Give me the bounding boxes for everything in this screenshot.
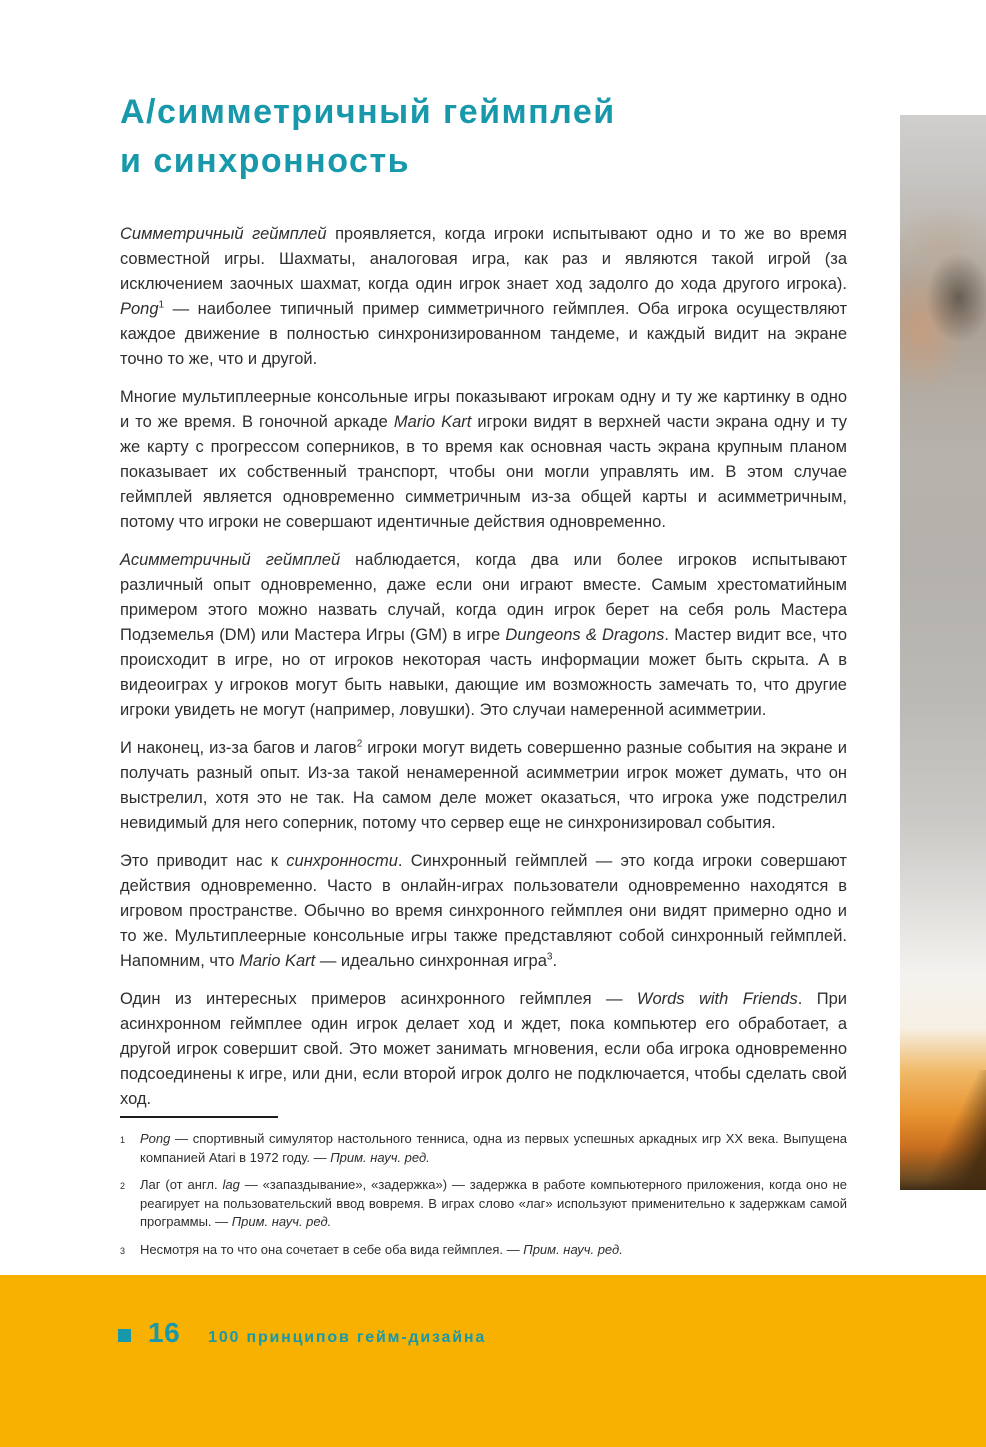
footnote bbox=[120, 1176, 847, 1232]
footnote-number: 2 bbox=[120, 1181, 126, 1191]
footnote-number: 1 bbox=[120, 1135, 126, 1145]
body-paragraphs bbox=[120, 222, 847, 1125]
chapter-title-line2: и синхронность bbox=[120, 142, 410, 180]
side-photo bbox=[900, 115, 986, 1190]
paragraph: Многие мультиплеерные консольные игры показывают игрокам одну и ту же картинку в одно и то же время. В гоночной аркаде Mario Kart игроки видят в верхней части экрана одну и ту же карту с прогрессом соперников, в то время как основная часть экрана крупным планом показывает их собственный транспорт, чтобы они могли управлять им. В этом случае геймплей является одновременно симметричным из-за общей карты и асимметричным, потому что игроки не совершают идентичные действия одновременно. bbox=[120, 388, 847, 531]
footnote-text: Несмотря на то что она сочетает в себе оба вида геймплея. — Прим. науч. ред. bbox=[140, 1241, 623, 1257]
paragraph: Один из интересных примеров асинхронного геймплея — Words with Friends. При асинхронном геймплее один игрок делает ход и ждет, пока компьютер его обработает, а другой игрок совершит свой. Это может занимать мгновения, если оба игрока одновременно подсоединены к игре, или дни, если второй игрок долго не подключается, чтобы сделать свой ход. bbox=[120, 990, 847, 1108]
footnote-divider bbox=[120, 1116, 278, 1118]
book-title: 100 принципов гейм-дизайна bbox=[208, 1329, 487, 1346]
footnote bbox=[120, 1130, 847, 1167]
paragraph: Асимметричный геймплей наблюдается, когда два или более игроков испытывают различный опыт одновременно, даже если они играют вместе. Самым хрестоматийным примером этого можно назвать случай, когда один игрок берет на себя роль Мастера Подземелья (DM) или Мастера Игры (GM) в игре Dungeons & Dragons. Мастер видит все, что происходит в игре, но от игроков некоторая часть информации может быть скрыта. А в видеоиграх у игроков могут быть навыки, дающие им возможность замечать то, что другие игроки увидеть не могут (например, ловушки). Это случаи намеренной асимметрии. bbox=[120, 551, 847, 719]
footer-bullet-square bbox=[118, 1329, 131, 1342]
paragraph: Симметричный геймплей проявляется, когда игроки испытывают одно и то же во время совместной игры. Шахматы, аналоговая игра, как раз и являются такой игрой (за исключением заочных шахмат, когда один игрок знает ход задолго до хода другого игрока). Pong$^1$ — наиболее типичный пример симметричного геймплея. Оба игрока осуществляют каждое движение в полностью синхронизированном тандеме, и каждый видит на экране точно то же, что и другой. bbox=[120, 225, 847, 368]
chapter-title bbox=[120, 88, 860, 186]
footnote-text: Лаг (от англ. lag — «запаздывание», «задержка») — задержка в работе компьютерного приложения, когда оно не реагирует на пользовательский ввод вовремя. В играх слово «лаг» используют применительно к задержкам самой программы. — Прим. науч. ред. bbox=[140, 1177, 847, 1229]
footer-band bbox=[0, 1275, 986, 1447]
footnote-number: 3 bbox=[120, 1245, 126, 1256]
paragraph: Это приводит нас к синхронности. Синхронный геймплей — это когда игроки совершают действия одновременно. Часто в онлайн-играх пользователи одновременно находятся в игровом пространстве. Обычно во время синхронного геймплея они видят примерно одно и то же. Мультиплеерные консольные игры также представляют собой синхронный геймплей. Напомним, что Mario Kart — идеально синхронная игра$^3$. bbox=[120, 852, 847, 970]
chapter-title-line1: А/симметричный геймплей bbox=[120, 93, 616, 131]
page-number: 16 bbox=[148, 1317, 181, 1348]
footnote-text: Pong — спортивный симулятор настольного тенниса, одна из первых успешных аркадных игр XX века. Выпущена компанией Atari в 1972 году. — Прим. науч. ред. bbox=[140, 1131, 847, 1165]
footnote bbox=[120, 1241, 847, 1261]
paragraph: И наконец, из-за багов и лагов$^2$ игроки могут видеть совершенно разные события на экране и получать разный опыт. Из-за такой ненамеренной асимметрии игрок может думать, что он выстрелил, хотя это не так. На самом деле может оказаться, что игрока уже подстрелил невидимый для него соперник, потому что сервер еще не синхронизировал события. bbox=[120, 738, 847, 832]
footer-row bbox=[0, 1275, 986, 1349]
footnotes-list bbox=[120, 1130, 847, 1260]
footnotes-section bbox=[120, 1116, 847, 1269]
